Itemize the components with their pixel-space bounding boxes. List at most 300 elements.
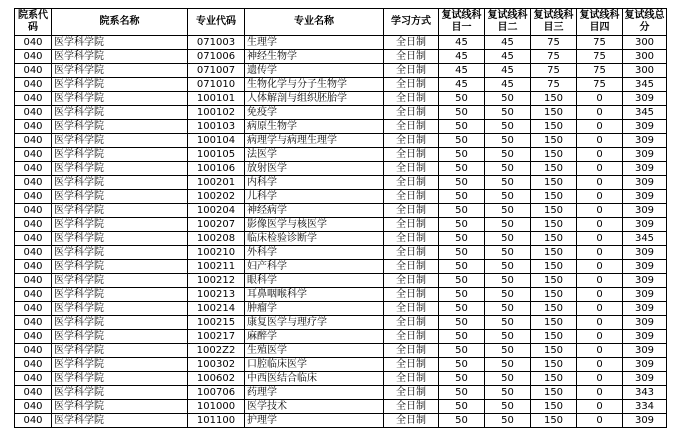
major-code-cell: 100104 [188,134,245,148]
dept-name-cell: 医学科学院 [52,50,188,64]
subject-4-cell: 75 [577,64,623,78]
subject-4-cell: 0 [577,316,623,330]
table-row [15,330,667,344]
subject-4-cell: 0 [577,92,623,106]
subject-1-cell: 45 [439,50,485,64]
subject-4-cell: 0 [577,358,623,372]
study-mode-cell: 全日制 [384,92,439,106]
dept-code-cell: 040 [15,302,52,316]
subject-3-cell: 150 [531,92,577,106]
table-body [15,36,667,428]
subject-2-cell: 50 [485,148,531,162]
dept-code-cell: 040 [15,316,52,330]
major-name-cell: 中西医结合临床 [245,372,384,386]
major-name-cell: 临床检验诊断学 [245,232,384,246]
table-row [15,176,667,190]
subject-4-cell: 0 [577,400,623,414]
total-cell: 309 [623,120,667,134]
dept-code-cell: 040 [15,358,52,372]
subject-4-cell: 0 [577,414,623,428]
dept-name-cell: 医学科学院 [52,36,188,50]
dept-name-cell: 医学科学院 [52,190,188,204]
subject-2-cell: 50 [485,414,531,428]
dept-code-cell: 040 [15,400,52,414]
subject-1-cell: 50 [439,260,485,274]
total-cell: 309 [623,148,667,162]
total-cell: 309 [623,190,667,204]
total-cell: 309 [623,414,667,428]
subject-2-cell: 45 [485,64,531,78]
subject-2-cell: 50 [485,92,531,106]
subject-3-cell: 75 [531,50,577,64]
major-name-cell: 神经生物学 [245,50,384,64]
table-row [15,358,667,372]
subject-2-cell: 45 [485,78,531,92]
subject-3-cell: 75 [531,36,577,50]
study-mode-cell: 全日制 [384,246,439,260]
subject-2-cell: 50 [485,288,531,302]
dept-name-cell: 医学科学院 [52,204,188,218]
dept-code-cell: 040 [15,414,52,428]
major-code-cell: 100214 [188,302,245,316]
table-row [15,260,667,274]
dept-code-cell: 040 [15,246,52,260]
subject-1-cell: 50 [439,204,485,218]
dept-code-cell: 040 [15,176,52,190]
study-mode-cell: 全日制 [384,358,439,372]
subject-2-cell: 50 [485,372,531,386]
total-cell: 345 [623,106,667,120]
major-name-cell: 护理学 [245,414,384,428]
study-mode-cell: 全日制 [384,372,439,386]
subject-1-cell: 50 [439,288,485,302]
subject-1-cell: 50 [439,344,485,358]
table-row [15,134,667,148]
dept-code-cell: 040 [15,50,52,64]
subject-2-cell: 50 [485,400,531,414]
subject-4-cell: 0 [577,190,623,204]
dept-name-cell: 医学科学院 [52,246,188,260]
subject-4-cell: 0 [577,302,623,316]
dept-name-cell: 医学科学院 [52,148,188,162]
total-cell: 309 [623,92,667,106]
subject-4-cell: 75 [577,36,623,50]
subject-3-cell: 150 [531,386,577,400]
subject-3-cell: 150 [531,120,577,134]
major-code-cell: 100101 [188,92,245,106]
major-code-cell: 100211 [188,260,245,274]
major-name-cell: 药理学 [245,386,384,400]
total-cell: 309 [623,204,667,218]
subject-2-cell: 50 [485,274,531,288]
subject-3-cell: 75 [531,64,577,78]
subject-4-cell: 0 [577,344,623,358]
header-dept-code: 院系代码 [15,9,52,36]
dept-name-cell: 医学科学院 [52,358,188,372]
dept-code-cell: 040 [15,344,52,358]
study-mode-cell: 全日制 [384,274,439,288]
study-mode-cell: 全日制 [384,302,439,316]
subject-1-cell: 50 [439,302,485,316]
major-code-cell: 100106 [188,162,245,176]
subject-3-cell: 150 [531,176,577,190]
major-code-cell: 101100 [188,414,245,428]
total-cell: 300 [623,50,667,64]
table-row [15,288,667,302]
study-mode-cell: 全日制 [384,414,439,428]
major-code-cell: 100217 [188,330,245,344]
table-row [15,106,667,120]
subject-3-cell: 150 [531,246,577,260]
dept-code-cell: 040 [15,92,52,106]
dept-name-cell: 医学科学院 [52,92,188,106]
dept-code-cell: 040 [15,372,52,386]
subject-2-cell: 50 [485,204,531,218]
dept-name-cell: 医学科学院 [52,64,188,78]
major-code-cell: 100302 [188,358,245,372]
subject-4-cell: 0 [577,162,623,176]
major-name-cell: 麻醉学 [245,330,384,344]
subject-2-cell: 50 [485,260,531,274]
subject-3-cell: 150 [531,190,577,204]
subject-3-cell: 150 [531,218,577,232]
subject-2-cell: 50 [485,190,531,204]
major-name-cell: 法医学 [245,148,384,162]
subject-2-cell: 50 [485,246,531,260]
major-code-cell: 100212 [188,274,245,288]
table-row [15,372,667,386]
major-code-cell: 100215 [188,316,245,330]
table-row [15,400,667,414]
major-name-cell: 内科学 [245,176,384,190]
header-study-mode: 学习方式 [384,9,439,36]
study-mode-cell: 全日制 [384,50,439,64]
study-mode-cell: 全日制 [384,218,439,232]
dept-code-cell: 040 [15,78,52,92]
table-row [15,120,667,134]
study-mode-cell: 全日制 [384,134,439,148]
subject-2-cell: 50 [485,106,531,120]
major-code-cell: 100202 [188,190,245,204]
table-row [15,414,667,428]
major-code-cell: 071003 [188,36,245,50]
subject-3-cell: 150 [531,162,577,176]
subject-1-cell: 50 [439,246,485,260]
subject-3-cell: 150 [531,148,577,162]
dept-name-cell: 医学科学院 [52,372,188,386]
subject-3-cell: 150 [531,134,577,148]
table-row [15,36,667,50]
major-name-cell: 生理学 [245,36,384,50]
table-row [15,344,667,358]
subject-1-cell: 50 [439,274,485,288]
major-name-cell: 眼科学 [245,274,384,288]
major-name-cell: 放射医学 [245,162,384,176]
dept-code-cell: 040 [15,120,52,134]
subject-2-cell: 50 [485,120,531,134]
header-major-code: 专业代码 [188,9,245,36]
subject-1-cell: 50 [439,162,485,176]
study-mode-cell: 全日制 [384,232,439,246]
table-row [15,316,667,330]
study-mode-cell: 全日制 [384,204,439,218]
subject-2-cell: 50 [485,316,531,330]
major-code-cell: 071006 [188,50,245,64]
dept-code-cell: 040 [15,288,52,302]
total-cell: 309 [623,176,667,190]
subject-3-cell: 75 [531,78,577,92]
dept-name-cell: 医学科学院 [52,120,188,134]
major-name-cell: 外科学 [245,246,384,260]
subject-3-cell: 150 [531,232,577,246]
table-row [15,190,667,204]
study-mode-cell: 全日制 [384,288,439,302]
header-subject-4: 复试线科目四 [577,9,623,36]
subject-2-cell: 50 [485,302,531,316]
table-row [15,204,667,218]
subject-1-cell: 50 [439,106,485,120]
total-cell: 309 [623,330,667,344]
dept-code-cell: 040 [15,260,52,274]
subject-1-cell: 50 [439,330,485,344]
study-mode-cell: 全日制 [384,260,439,274]
subject-2-cell: 50 [485,386,531,400]
subject-4-cell: 0 [577,120,623,134]
dept-name-cell: 医学科学院 [52,260,188,274]
total-cell: 309 [623,372,667,386]
total-cell: 309 [623,358,667,372]
study-mode-cell: 全日制 [384,148,439,162]
dept-code-cell: 040 [15,134,52,148]
dept-name-cell: 医学科学院 [52,232,188,246]
major-code-cell: 100102 [188,106,245,120]
study-mode-cell: 全日制 [384,386,439,400]
dept-code-cell: 040 [15,36,52,50]
total-cell: 309 [623,344,667,358]
dept-name-cell: 医学科学院 [52,162,188,176]
major-code-cell: 100201 [188,176,245,190]
subject-2-cell: 50 [485,176,531,190]
table-row [15,246,667,260]
major-code-cell: 1002Z2 [188,344,245,358]
subject-4-cell: 0 [577,372,623,386]
subject-1-cell: 50 [439,414,485,428]
subject-4-cell: 0 [577,148,623,162]
major-code-cell: 100210 [188,246,245,260]
total-cell: 300 [623,64,667,78]
admission-score-table [14,8,667,428]
subject-2-cell: 50 [485,232,531,246]
table-row [15,78,667,92]
major-code-cell: 100208 [188,232,245,246]
subject-3-cell: 150 [531,316,577,330]
subject-4-cell: 0 [577,386,623,400]
table-row [15,50,667,64]
major-name-cell: 遗传学 [245,64,384,78]
dept-name-cell: 医学科学院 [52,330,188,344]
major-code-cell: 100207 [188,218,245,232]
dept-name-cell: 医学科学院 [52,274,188,288]
subject-1-cell: 50 [439,190,485,204]
total-cell: 309 [623,316,667,330]
subject-2-cell: 45 [485,50,531,64]
subject-2-cell: 50 [485,358,531,372]
dept-code-cell: 040 [15,190,52,204]
dept-name-cell: 医学科学院 [52,316,188,330]
major-code-cell: 100103 [188,120,245,134]
subject-1-cell: 50 [439,120,485,134]
subject-3-cell: 150 [531,274,577,288]
header-total: 复试线总分 [623,9,667,36]
table-row [15,92,667,106]
dept-name-cell: 医学科学院 [52,218,188,232]
header-subject-1: 复试线科目一 [439,9,485,36]
dept-name-cell: 医学科学院 [52,344,188,358]
subject-1-cell: 50 [439,218,485,232]
table-row [15,232,667,246]
subject-3-cell: 150 [531,358,577,372]
major-code-cell: 100213 [188,288,245,302]
subject-1-cell: 50 [439,316,485,330]
subject-1-cell: 45 [439,64,485,78]
study-mode-cell: 全日制 [384,176,439,190]
major-name-cell: 病原生物学 [245,120,384,134]
subject-3-cell: 150 [531,400,577,414]
table-row [15,148,667,162]
total-cell: 300 [623,36,667,50]
major-code-cell: 100204 [188,204,245,218]
total-cell: 309 [623,274,667,288]
dept-code-cell: 040 [15,162,52,176]
study-mode-cell: 全日制 [384,344,439,358]
subject-4-cell: 0 [577,246,623,260]
subject-4-cell: 0 [577,204,623,218]
table-row [15,64,667,78]
total-cell: 309 [623,302,667,316]
study-mode-cell: 全日制 [384,64,439,78]
subject-4-cell: 0 [577,288,623,302]
dept-name-cell: 医学科学院 [52,176,188,190]
header-subject-2: 复试线科目二 [485,9,531,36]
subject-2-cell: 50 [485,218,531,232]
header-row [15,9,667,36]
dept-code-cell: 040 [15,232,52,246]
subject-3-cell: 150 [531,260,577,274]
study-mode-cell: 全日制 [384,120,439,134]
major-name-cell: 生物化学与分子生物学 [245,78,384,92]
subject-3-cell: 150 [531,414,577,428]
document-page [14,8,667,428]
dept-name-cell: 医学科学院 [52,414,188,428]
header-subject-3: 复试线科目三 [531,9,577,36]
subject-1-cell: 50 [439,358,485,372]
subject-3-cell: 150 [531,344,577,358]
major-code-cell: 100105 [188,148,245,162]
table-header [15,9,667,36]
total-cell: 345 [623,232,667,246]
total-cell: 309 [623,162,667,176]
dept-code-cell: 040 [15,64,52,78]
major-code-cell: 100602 [188,372,245,386]
dept-name-cell: 医学科学院 [52,302,188,316]
subject-4-cell: 0 [577,232,623,246]
dept-code-cell: 040 [15,148,52,162]
dept-name-cell: 医学科学院 [52,386,188,400]
study-mode-cell: 全日制 [384,162,439,176]
study-mode-cell: 全日制 [384,78,439,92]
subject-2-cell: 50 [485,330,531,344]
major-code-cell: 101000 [188,400,245,414]
subject-3-cell: 150 [531,330,577,344]
table-row [15,274,667,288]
subject-3-cell: 150 [531,204,577,218]
major-name-cell: 神经病学 [245,204,384,218]
major-name-cell: 耳鼻咽喉科学 [245,288,384,302]
dept-code-cell: 040 [15,106,52,120]
dept-code-cell: 040 [15,386,52,400]
subject-2-cell: 50 [485,134,531,148]
total-cell: 309 [623,134,667,148]
dept-code-cell: 040 [15,330,52,344]
subject-3-cell: 150 [531,288,577,302]
major-name-cell: 人体解剖与组织胚胎学 [245,92,384,106]
table-row [15,162,667,176]
total-cell: 309 [623,260,667,274]
subject-2-cell: 50 [485,162,531,176]
dept-code-cell: 040 [15,204,52,218]
subject-3-cell: 150 [531,372,577,386]
major-code-cell: 071007 [188,64,245,78]
major-name-cell: 生殖医学 [245,344,384,358]
total-cell: 309 [623,288,667,302]
major-name-cell: 病理学与病理生理学 [245,134,384,148]
subject-1-cell: 45 [439,36,485,50]
study-mode-cell: 全日制 [384,330,439,344]
study-mode-cell: 全日制 [384,190,439,204]
subject-3-cell: 150 [531,106,577,120]
subject-4-cell: 0 [577,218,623,232]
major-name-cell: 妇产科学 [245,260,384,274]
subject-1-cell: 50 [439,372,485,386]
header-major-name: 专业名称 [245,9,384,36]
major-code-cell: 071010 [188,78,245,92]
dept-code-cell: 040 [15,274,52,288]
major-name-cell: 儿科学 [245,190,384,204]
subject-4-cell: 0 [577,134,623,148]
total-cell: 309 [623,218,667,232]
table-row [15,386,667,400]
total-cell: 334 [623,400,667,414]
subject-1-cell: 50 [439,232,485,246]
major-name-cell: 康复医学与理疗学 [245,316,384,330]
subject-1-cell: 50 [439,92,485,106]
subject-4-cell: 0 [577,176,623,190]
subject-3-cell: 150 [531,302,577,316]
subject-4-cell: 0 [577,260,623,274]
subject-1-cell: 50 [439,176,485,190]
major-name-cell: 影像医学与核医学 [245,218,384,232]
total-cell: 309 [623,246,667,260]
subject-2-cell: 45 [485,36,531,50]
subject-1-cell: 50 [439,400,485,414]
total-cell: 345 [623,78,667,92]
study-mode-cell: 全日制 [384,36,439,50]
subject-1-cell: 50 [439,134,485,148]
subject-4-cell: 75 [577,78,623,92]
study-mode-cell: 全日制 [384,106,439,120]
dept-name-cell: 医学科学院 [52,78,188,92]
major-code-cell: 100706 [188,386,245,400]
